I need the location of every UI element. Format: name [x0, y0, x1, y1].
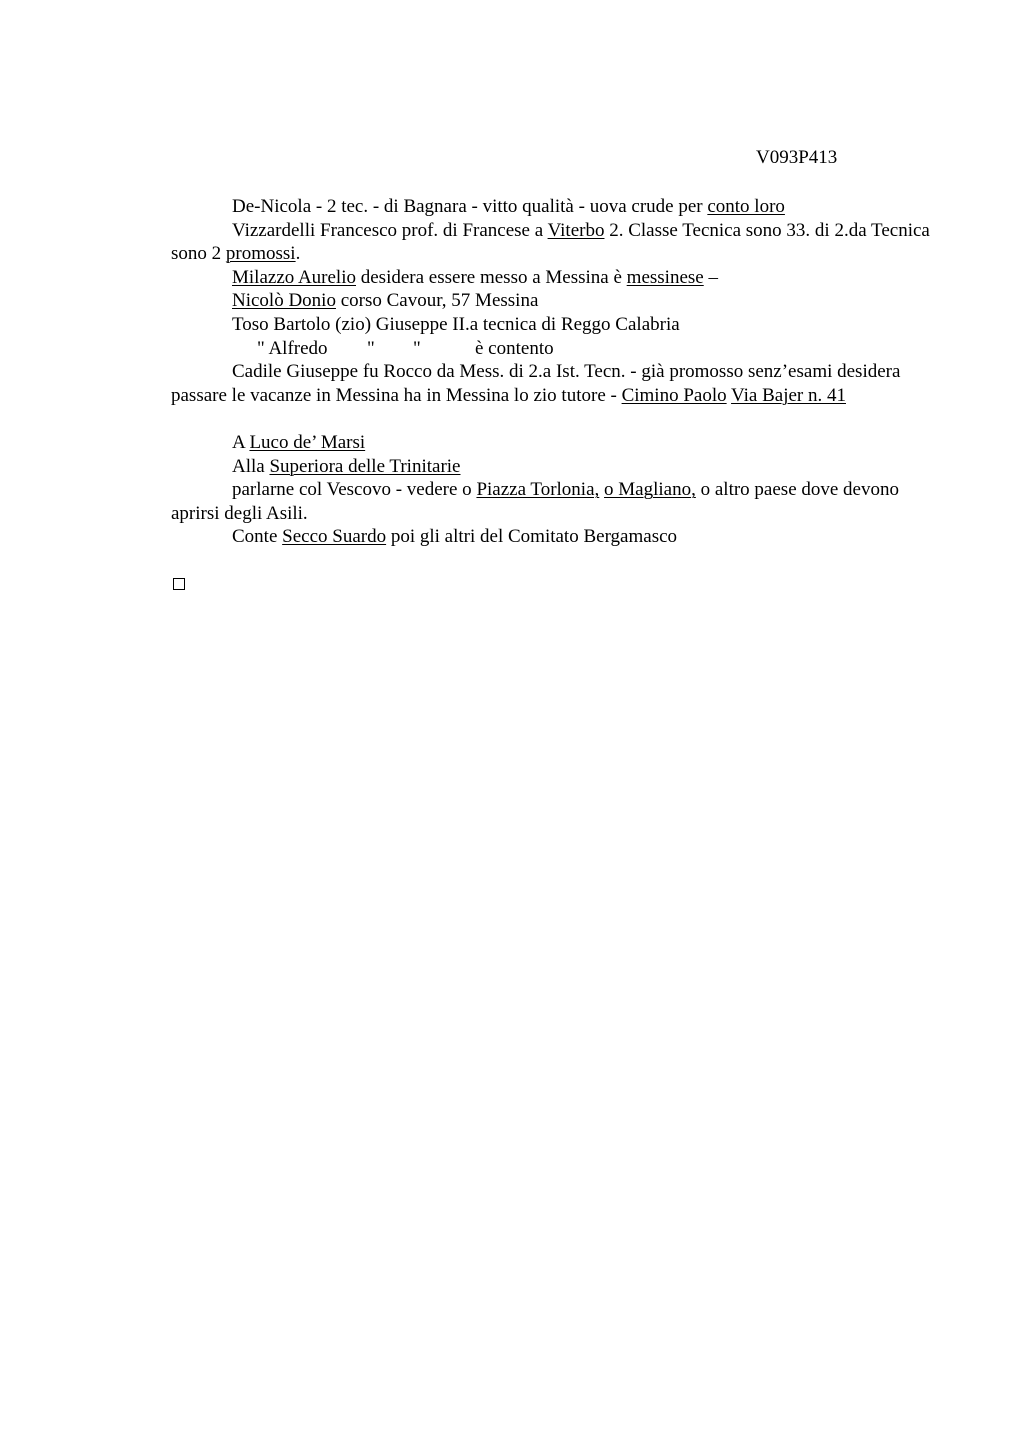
paragraph-cadile: [171, 360, 931, 407]
text: parlarne col Vescovo - vedere o: [232, 479, 477, 501]
paragraph-de-nicola: [171, 195, 931, 219]
underlined-text: Luco de’ Marsi: [249, 431, 366, 453]
paragraph-conte: [171, 525, 931, 549]
paragraph-superiora: [171, 455, 931, 479]
underlined-text: Via Bajer n. 41: [731, 384, 846, 406]
text: 2. Classe Tecnica sono 33. di 2.da Tecnica sono 2: [171, 219, 930, 265]
text: Vizzardelli Francesco prof. di Francese a: [232, 219, 548, 241]
paragraph-donio: [171, 289, 931, 313]
underlined-text: o Magliano,: [604, 479, 696, 501]
underlined-text: messinese: [626, 266, 704, 288]
text: corso Cavour, 57 Messina: [335, 290, 539, 312]
underlined-text: conto loro: [707, 196, 785, 217]
ditto-name: " Alfredo: [257, 337, 328, 359]
document-body: [171, 195, 931, 549]
blank-line: [171, 407, 931, 431]
text: Cadile Giuseppe fu Rocco da Mess. di 2.a Ist. Tecn. - già promosso senz’esami desidera passare le vacanze in Messina ha in Messina lo zio tutore -: [171, 361, 901, 406]
text: desidera essere messo a Messina è: [356, 266, 627, 288]
paragraph-luco: [171, 431, 931, 455]
text: De-Nicola - 2 tec. - di Bagnara - vitto qualità - uova crude per: [232, 196, 708, 217]
underlined-text: Viterbo: [547, 219, 605, 241]
text: Alla: [232, 455, 270, 477]
ditto-text: è contento: [475, 337, 554, 359]
text: Conte: [232, 526, 283, 548]
underlined-text: promossi: [225, 243, 296, 265]
paragraph-milazzo: [171, 266, 931, 290]
underlined-text: Piazza Torlonia,: [476, 479, 600, 501]
paragraph-vescovo: [171, 478, 931, 525]
square-outline-icon: [173, 578, 185, 590]
ditto-mark: ": [413, 337, 421, 359]
text: .: [295, 243, 301, 265]
underlined-text: Nicolò Donio: [232, 290, 336, 312]
paragraph-vizzardelli: [171, 219, 931, 266]
page-id: V093P413: [756, 147, 838, 168]
text: A: [232, 431, 250, 453]
underlined-text: Superiora delle Trinitarie: [269, 455, 461, 477]
paragraph-toso: [171, 313, 931, 337]
paragraph-ditto-alfredo: [171, 337, 931, 361]
underlined-text: Secco Suardo: [282, 526, 387, 548]
underlined-text: Cimino Paolo: [621, 384, 727, 406]
text: poi gli altri del Comitato Bergamasco: [386, 526, 678, 548]
ditto-mark: ": [367, 337, 375, 359]
underlined-text: Milazzo Aurelio: [232, 266, 356, 288]
text: Toso Bartolo (zio) Giuseppe II.a tecnica di Reggo Calabria: [232, 313, 680, 335]
text: o altro paese dove devono aprirsi degli Asili.: [171, 479, 899, 524]
text: –: [703, 266, 718, 288]
